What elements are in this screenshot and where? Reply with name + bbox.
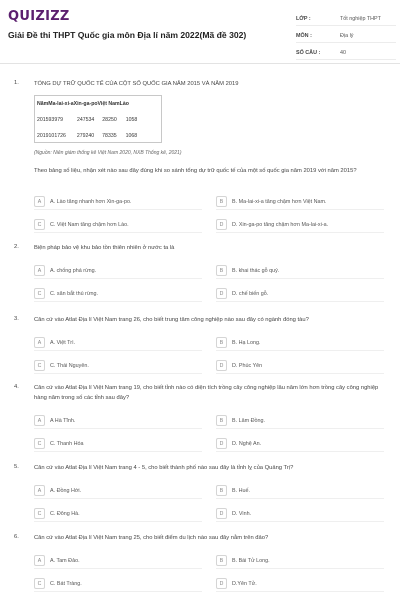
divider <box>34 350 202 351</box>
option-text: B. Ma-lai-xi-a tăng chậm hơn Việt Nam. <box>232 198 327 205</box>
question-number: 3. <box>14 316 19 322</box>
question-text: Biện pháp bảo vệ khu bảo tồn thiên nhiên ở nước ta là <box>34 245 175 251</box>
option-letter-box: B <box>216 265 227 276</box>
option-letter-box: D <box>216 360 227 371</box>
option-letter-box: D <box>216 578 227 589</box>
option-c[interactable] <box>34 507 202 520</box>
table-cell: 78335 <box>102 133 117 139</box>
table-header-cell: Lào <box>119 101 129 107</box>
divider <box>34 451 202 452</box>
option-letter-box: C <box>34 288 45 299</box>
divider <box>34 498 202 499</box>
option-text: C. Bát Tràng. <box>50 580 82 587</box>
divider <box>216 278 384 279</box>
divider <box>34 568 202 569</box>
question-number: 4. <box>14 384 19 390</box>
option-text: D. Phúc Yên <box>232 362 263 369</box>
divider <box>34 591 202 592</box>
table-cell: 101726 <box>48 133 66 139</box>
table-row <box>35 128 161 144</box>
meta-row-subject <box>296 29 396 43</box>
question-text: Căn cứ vào Atlat Địa lí Việt Nam trang 26, cho biết trung tâm công nghiệp nào sau đây có ngành đóng tàu? <box>34 317 309 323</box>
option-a[interactable] <box>34 414 202 427</box>
option-b[interactable] <box>216 484 384 497</box>
table-cell: 93979 <box>48 117 63 123</box>
meta-label: MÔN : <box>296 32 312 39</box>
option-a[interactable] <box>34 554 202 567</box>
table-header-cell: Xin-ga-po <box>73 101 98 107</box>
option-a[interactable] <box>34 336 202 349</box>
option-b[interactable] <box>216 554 384 567</box>
option-letter-box: B <box>216 485 227 496</box>
table-cell: 2019 <box>37 133 49 139</box>
meta-value: Tốt nghiệp THPT <box>340 15 381 22</box>
divider <box>216 568 384 569</box>
meta-value: Địa lý <box>340 32 354 39</box>
divider <box>34 301 202 302</box>
divider <box>34 428 202 429</box>
divider <box>34 278 202 279</box>
option-letter-box: A <box>34 415 45 426</box>
table-cell: 1058 <box>125 117 138 123</box>
option-letter-box: B <box>216 196 227 207</box>
document-header <box>0 0 400 64</box>
option-text: C. săn bắt thú rừng. <box>50 290 98 297</box>
option-d[interactable] <box>216 437 384 450</box>
question-subtext: Theo bảng số liệu, nhận xét nào sau đây đúng khi so sánh tổng dự trữ quốc tế của một số quốc gia năm 2019 với năm 2015? <box>34 168 357 174</box>
option-letter-box: A <box>34 555 45 566</box>
table-source: (Nguồn: Niên giám thống kê Việt Nam 2020, NXB Thống kê, 2021) <box>34 150 182 156</box>
option-text: A Hà Tĩnh. <box>50 417 76 424</box>
table-cell: 28250 <box>102 117 117 123</box>
question-text: TỔNG DỰ TRỮ QUỐC TẾ CỦA CỘT SỐ QUỐC GIA NĂM 2015 VÀ NĂM 2019 <box>34 81 239 87</box>
table-cell: 2015 <box>37 117 49 123</box>
divider <box>216 591 384 592</box>
option-text: B. Lâm Đồng. <box>232 417 265 424</box>
option-letter-box: D <box>216 438 227 449</box>
option-c[interactable] <box>34 287 202 300</box>
meta-label: LỚP : <box>296 15 311 22</box>
table-cell: 279240 <box>76 133 95 139</box>
option-c[interactable] <box>34 437 202 450</box>
option-text: D. Vinh. <box>232 510 252 517</box>
question-number: 2. <box>14 244 19 250</box>
data-table <box>34 95 162 143</box>
divider <box>216 428 384 429</box>
question-text: Căn cứ vào Atlat Địa lí Việt Nam trang 25, cho biết điểm du lịch nào sau đây nằm trên đảo? <box>34 535 269 541</box>
option-c[interactable] <box>34 359 202 372</box>
divider <box>216 350 384 351</box>
option-a[interactable] <box>34 195 202 208</box>
meta-panel <box>296 12 396 63</box>
option-letter-box: C <box>34 438 45 449</box>
divider <box>216 521 384 522</box>
option-text: B. Bái Tử Long. <box>232 557 270 564</box>
divider <box>34 232 202 233</box>
option-text: C. Thái Nguyên. <box>50 362 89 369</box>
question-number: 1. <box>14 80 19 86</box>
option-text: D. Xin-ga-po tăng chậm hơn Ma-lai-xi-a. <box>232 221 329 228</box>
option-text: A. Lào tăng nhanh hơn Xin-ga-po. <box>50 198 132 205</box>
document-title: Giải Đề thi THPT Quốc gia môn Địa lí năm 2022(Mã đề 302) <box>8 30 247 40</box>
option-text: A. Đồng Hới. <box>50 487 82 494</box>
question-number: 5. <box>14 464 19 470</box>
option-c[interactable] <box>34 577 202 590</box>
option-letter-box: A <box>34 337 45 348</box>
divider <box>216 451 384 452</box>
option-letter-box: B <box>216 555 227 566</box>
divider <box>216 301 384 302</box>
divider <box>34 209 202 210</box>
option-text: A. chống phá rừng. <box>50 267 97 274</box>
option-b[interactable] <box>216 195 384 208</box>
table-cell: 247534 <box>76 117 95 123</box>
option-text: B. Hạ Long. <box>232 339 261 346</box>
divider <box>34 373 202 374</box>
option-letter-box: D <box>216 508 227 519</box>
option-d[interactable] <box>216 287 384 300</box>
option-text: D. chế biến gỗ. <box>232 290 269 297</box>
meta-row-class <box>296 12 396 26</box>
option-letter-box: A <box>34 485 45 496</box>
divider <box>216 498 384 499</box>
option-text: B. Huế. <box>232 487 250 494</box>
option-text: D. Nghệ An. <box>232 440 262 447</box>
table-header-row <box>35 96 161 112</box>
question-number: 6. <box>14 534 19 540</box>
option-text: A. Việt Trì. <box>50 339 76 346</box>
option-letter-box: D <box>216 219 227 230</box>
option-text: C. Việt Nam tăng chậm hơn Lào. <box>50 221 129 228</box>
table-header-cell: Việt Nam <box>97 101 120 107</box>
option-b[interactable] <box>216 264 384 277</box>
option-letter-box: C <box>34 219 45 230</box>
option-text: B. khai thác gỗ quý. <box>232 267 280 274</box>
meta-value: 40 <box>340 49 346 56</box>
option-letter-box: C <box>34 360 45 371</box>
option-b[interactable] <box>216 414 384 427</box>
option-letter-box: C <box>34 508 45 519</box>
option-letter-box: A <box>34 196 45 207</box>
meta-label: SỐ CÂU : <box>296 49 321 56</box>
question-text: Căn cứ vào Atlat Địa lí Việt Nam trang 19, cho biết tỉnh nào có diện tích trồng cây công nghiệp lâu năm lớn hơn trồng cây công nghiệp hàng năm trong số các tỉnh sau đây? <box>34 385 379 401</box>
option-a[interactable] <box>34 484 202 497</box>
option-d[interactable] <box>216 507 384 520</box>
divider <box>34 521 202 522</box>
option-b[interactable] <box>216 336 384 349</box>
divider <box>216 232 384 233</box>
table-row <box>35 112 161 128</box>
option-letter-box: A <box>34 265 45 276</box>
option-d[interactable] <box>216 359 384 372</box>
table-header-cell: Năm <box>37 101 49 107</box>
option-letter-box: B <box>216 415 227 426</box>
table-header-cell: Ma-lai-xi-a <box>48 101 74 107</box>
option-text: C. Thanh Hóa <box>50 440 84 447</box>
meta-row-count <box>296 46 396 60</box>
option-text: D.Yên Tử. <box>232 580 257 587</box>
divider <box>216 209 384 210</box>
option-d[interactable] <box>216 218 384 231</box>
option-letter-box: C <box>34 578 45 589</box>
table-cell: 1068 <box>125 133 138 139</box>
divider <box>216 373 384 374</box>
option-d[interactable] <box>216 577 384 590</box>
option-letter-box: B <box>216 337 227 348</box>
option-text: C. Đông Hà. <box>50 510 80 517</box>
option-text: A. Tam Đảo. <box>50 557 80 564</box>
quizizz-logo[interactable]: QUIZIZZ <box>8 9 70 24</box>
option-c[interactable] <box>34 218 202 231</box>
option-a[interactable] <box>34 264 202 277</box>
question-text: Căn cứ vào Atlat Địa lí Việt Nam trang 4 - 5, cho biết thành phố nào sau đây là tỉnh lỵ của Quảng Trị? <box>34 465 294 471</box>
option-letter-box: D <box>216 288 227 299</box>
